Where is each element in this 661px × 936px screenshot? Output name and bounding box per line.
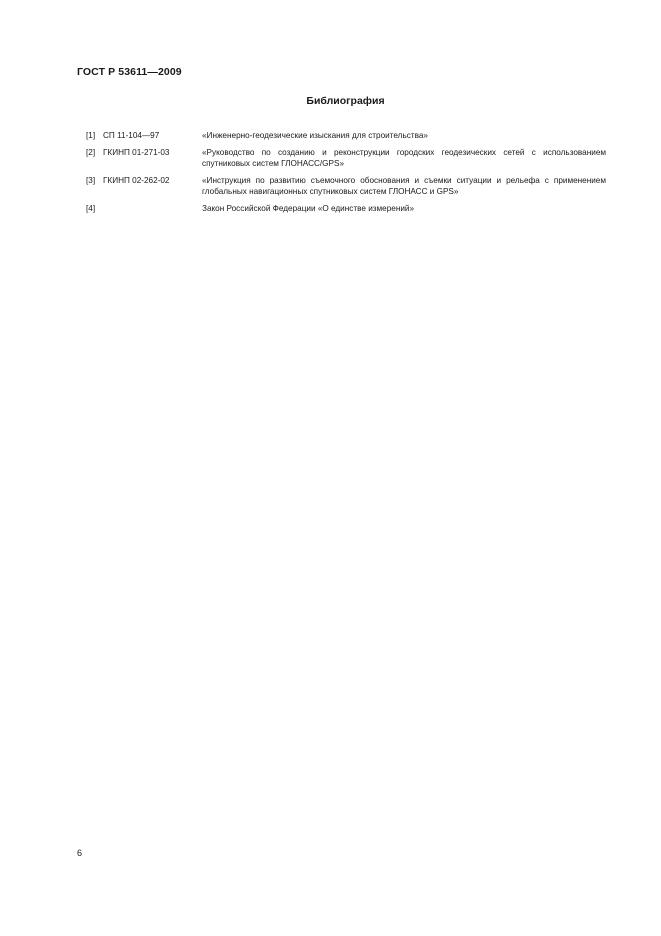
entry-code: СП 11-104—97 xyxy=(103,131,160,140)
bibliography-entry-1 xyxy=(86,130,606,141)
entry-code xyxy=(103,203,202,214)
bibliography-list xyxy=(86,130,606,220)
entry-number: [4] xyxy=(86,204,96,213)
entry-code: ГКИНП 01-271-03 xyxy=(103,148,170,157)
bibliography-entry-2 xyxy=(86,147,606,169)
document-header: ГОСТ Р 53611—2009 xyxy=(77,66,182,78)
section-title: Библиография xyxy=(306,95,385,107)
bibliography-entry-3 xyxy=(86,175,606,197)
entry-title: «Инструкция по развитию съемочного обоснования и съемки ситуации и рельефа с применением глобальных навигационных спутниковых систем ГЛОНАСС и GPS» xyxy=(202,176,606,196)
page-number: 6 xyxy=(77,848,83,858)
bibliography-entry-4 xyxy=(86,203,606,214)
entry-number: [2] xyxy=(86,148,96,157)
entry-title: «Инженерно-геодезические изыскания для строительства» xyxy=(202,131,428,140)
entry-title: Закон Российской Федерации «О единстве измерений» xyxy=(202,204,415,213)
entry-number: [3] xyxy=(86,176,96,185)
entry-number: [1] xyxy=(86,131,96,140)
entry-title: «Руководство по созданию и реконструкции городских геодезических сетей с использованием спутниковых систем ГЛОНАСС/GPS» xyxy=(202,148,606,168)
entry-code: ГКИНП 02-262-02 xyxy=(103,176,170,185)
